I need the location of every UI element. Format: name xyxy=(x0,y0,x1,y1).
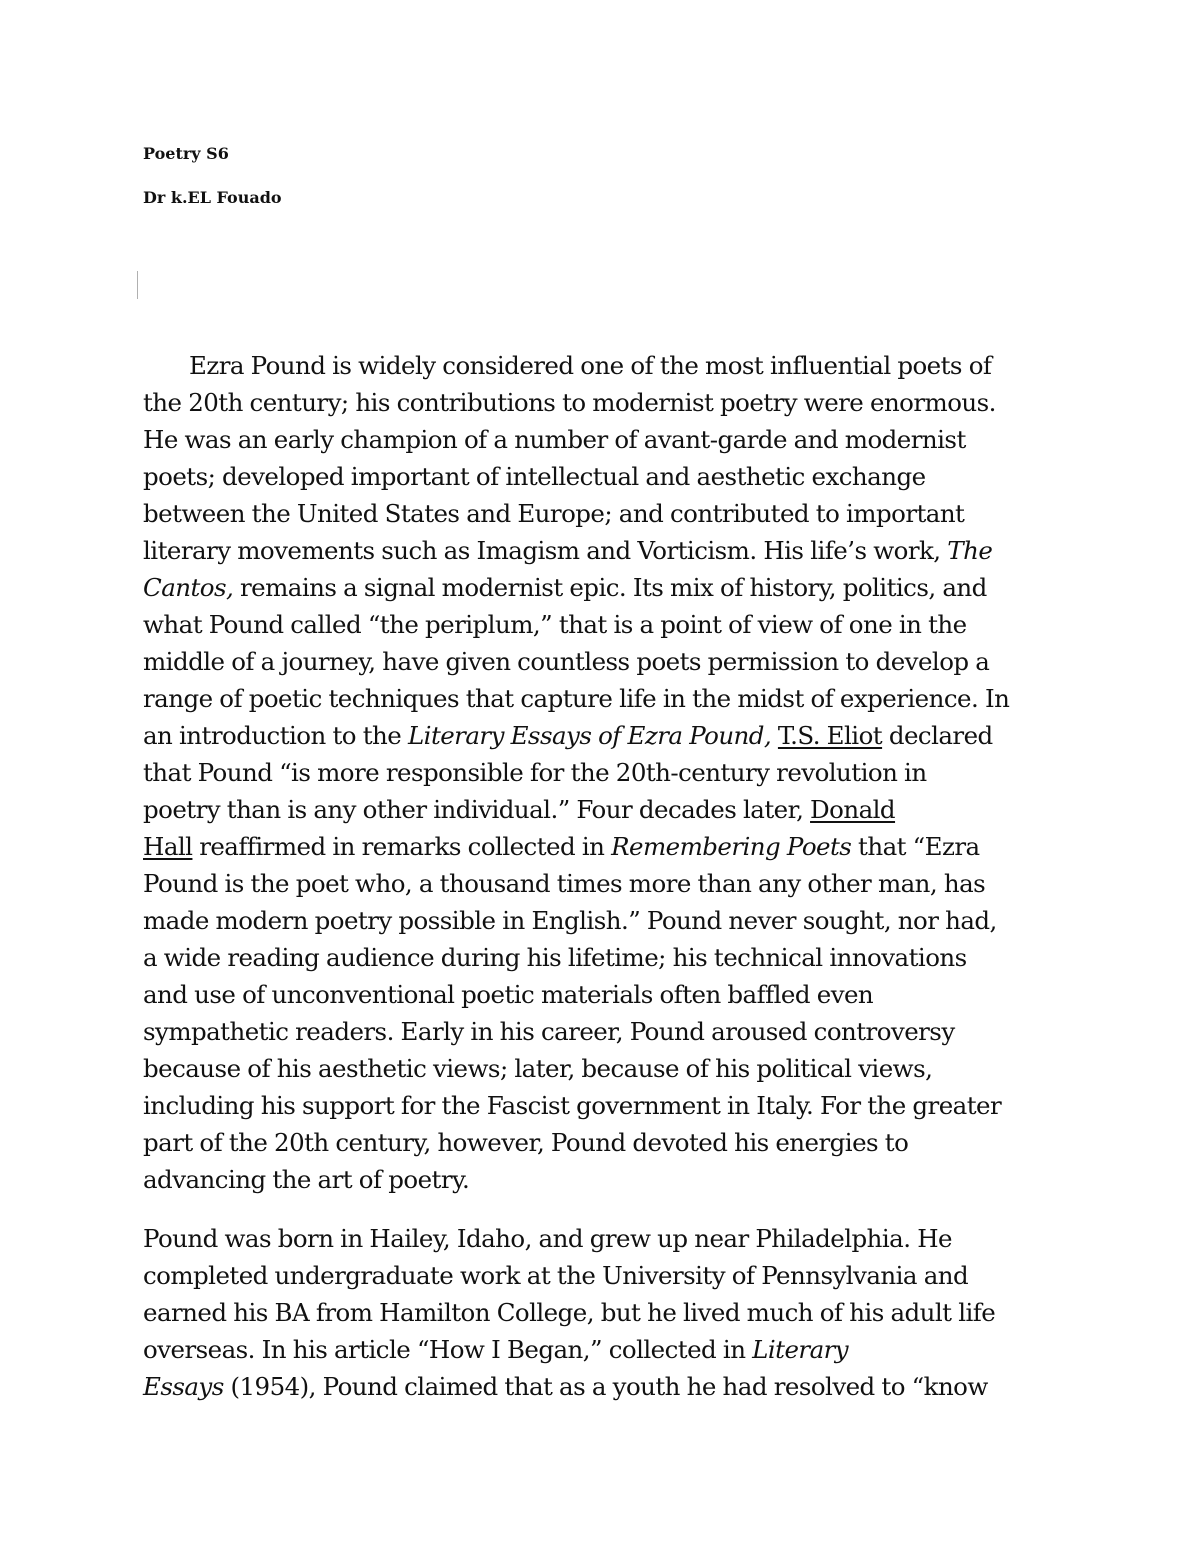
italic-text: The xyxy=(947,536,993,565)
text-run: Ezra Pound is widely considered one of the most influential poets of xyxy=(189,351,992,380)
text-line xyxy=(143,569,1063,606)
hyperlink[interactable]: Hall xyxy=(143,832,193,861)
text-line xyxy=(143,828,1063,865)
text-line xyxy=(143,643,1063,680)
text-run: sympathetic readers. Early in his career, Pound aroused controversy xyxy=(143,1017,955,1046)
instructor-name: Dr k.EL Fouado xyxy=(143,188,282,207)
text-line xyxy=(143,347,1063,384)
text-run: range of poetic techniques that capture life in the midst of experience. In xyxy=(143,684,1010,713)
text-run: (1954), Pound claimed that as a youth he had resolved to “know xyxy=(223,1372,988,1401)
text-run: between the United States and Europe; and contributed to important xyxy=(143,499,965,528)
text-run: literary movements such as Imagism and Vorticism. His life’s work, xyxy=(143,536,948,565)
text-line xyxy=(143,458,1063,495)
text-line xyxy=(143,1013,1063,1050)
course-title: Poetry S6 xyxy=(143,144,229,163)
text-run: Pound is the poet who, a thousand times more than any other man, has xyxy=(143,869,986,898)
text-line xyxy=(143,1161,1063,1198)
italic-text: Essays xyxy=(143,1372,224,1401)
text-run: Pound was born in Hailey, Idaho, and grew up near Philadelphia. He xyxy=(143,1224,952,1253)
text-line xyxy=(143,1050,1063,1087)
text-line xyxy=(143,384,1063,421)
text-run: made modern poetry possible in English.” Pound never sought, nor had, xyxy=(143,906,997,935)
text-line xyxy=(143,606,1063,643)
text-run: the 20th century; his contributions to modernist poetry were enormous. xyxy=(143,388,996,417)
hyperlink[interactable]: T.S. Eliot xyxy=(777,721,883,750)
text-line xyxy=(143,865,1063,902)
italic-text: Literary Essays of Ezra Pound, xyxy=(407,721,772,750)
text-line xyxy=(143,717,1063,754)
text-line xyxy=(143,754,1063,791)
text-run: a wide reading audience during his lifetime; his technical innovations xyxy=(143,943,967,972)
text-run: that “Ezra xyxy=(851,832,980,861)
text-line xyxy=(143,939,1063,976)
text-line xyxy=(143,1331,1063,1368)
text-line xyxy=(143,421,1063,458)
text-run xyxy=(771,721,778,750)
text-line xyxy=(143,1294,1063,1331)
text-run: overseas. In his article “How I Began,” collected in xyxy=(143,1335,753,1364)
text-line xyxy=(143,976,1063,1013)
text-run: earned his BA from Hamilton College, but he lived much of his adult life xyxy=(143,1298,996,1327)
italic-text: Literary xyxy=(752,1335,849,1364)
text-line xyxy=(143,680,1063,717)
text-line xyxy=(143,532,1063,569)
text-run: middle of a journey, have given countless poets permission to develop a xyxy=(143,647,990,676)
text-run: part of the 20th century, however, Pound devoted his energies to xyxy=(143,1128,909,1157)
text-line xyxy=(143,902,1063,939)
text-run: completed undergraduate work at the University of Pennsylvania and xyxy=(143,1261,969,1290)
text-run: what Pound called “the periplum,” that is a point of view of one in the xyxy=(143,610,967,639)
text-run: because of his aesthetic views; later, because of his political views, xyxy=(143,1054,933,1083)
text-line xyxy=(143,1257,1063,1294)
text-line xyxy=(143,1220,1063,1257)
text-line xyxy=(143,1087,1063,1124)
text-line xyxy=(143,1124,1063,1161)
text-run: an introduction to the xyxy=(143,721,408,750)
text-run: poetry than is any other individual.” Four decades later, xyxy=(143,795,811,824)
text-run: that Pound “is more responsible for the 20th-century revolution in xyxy=(143,758,927,787)
text-run: poets; developed important of intellectual and aesthetic exchange xyxy=(143,462,926,491)
text-run: reaffirmed in remarks collected in xyxy=(192,832,612,861)
text-line xyxy=(143,1368,1063,1405)
text-run: declared xyxy=(882,721,993,750)
text-line xyxy=(143,495,1063,532)
text-run: remains a signal modernist epic. Its mix of history, politics, and xyxy=(233,573,987,602)
text-cursor xyxy=(137,271,138,299)
hyperlink[interactable]: Donald xyxy=(810,795,896,824)
paragraph-1 xyxy=(143,347,1063,1198)
italic-text: Cantos, xyxy=(143,573,234,602)
text-run: advancing the art of poetry. xyxy=(143,1165,470,1194)
text-line xyxy=(143,791,1063,828)
text-run: He was an early champion of a number of avant-garde and modernist xyxy=(143,425,966,454)
paragraph-2 xyxy=(143,1220,1063,1405)
text-run: including his support for the Fascist government in Italy. For the greater xyxy=(143,1091,1002,1120)
text-run: and use of unconventional poetic materials often baffled even xyxy=(143,980,874,1009)
italic-text: Remembering Poets xyxy=(611,832,852,861)
